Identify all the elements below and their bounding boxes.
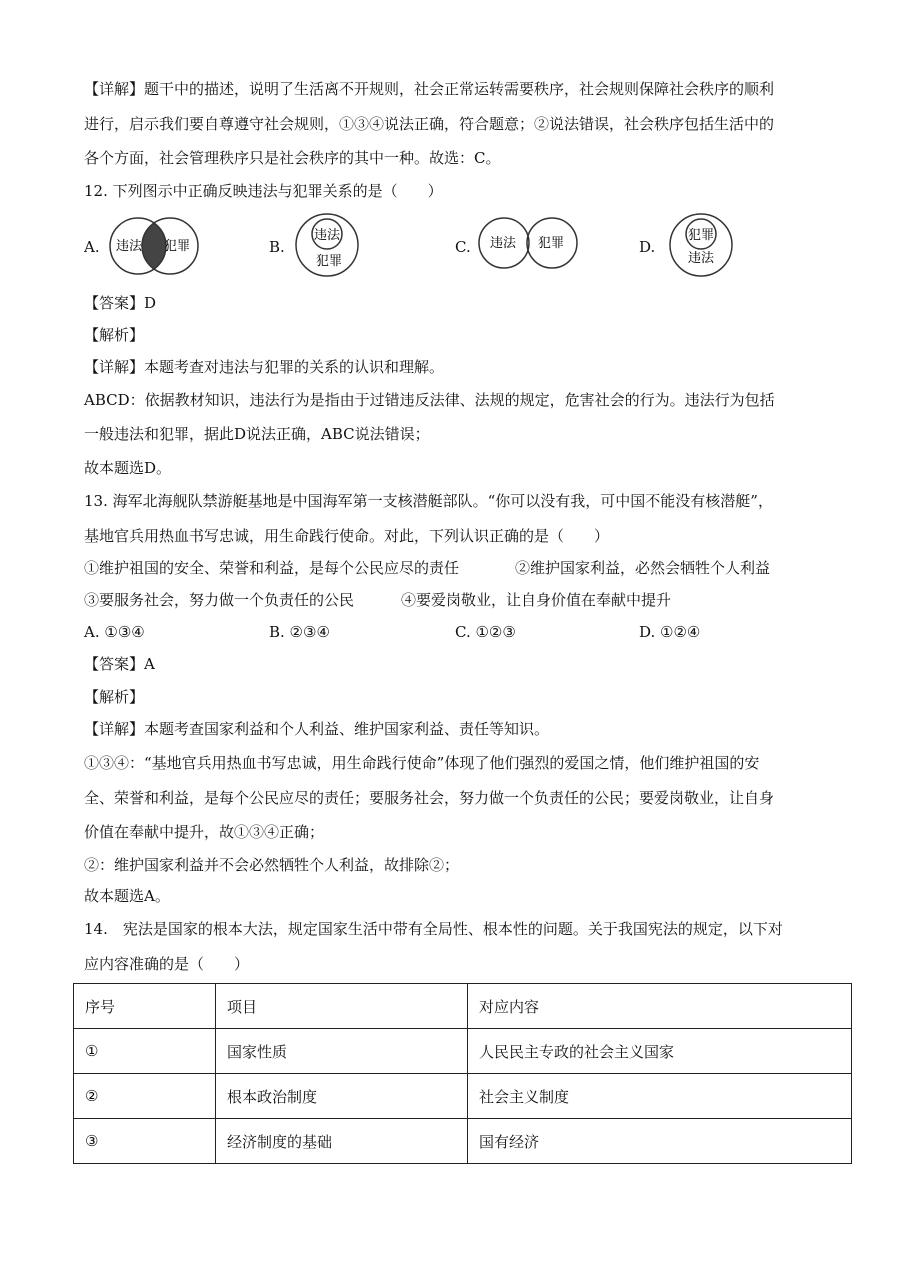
q12-detail-line: 一般违法和犯罪，据此D说法正确，ABC说法错误； xyxy=(84,425,430,443)
q13-item: ③要服务社会，努力做一个负责任的公民 xyxy=(84,591,355,609)
venn-circle-outer xyxy=(670,214,732,276)
q14-stem: 14. 宪法是国家的根本大法，规定国家生活中带有全局性、根本性的问题。关于我国宪法的规定，以下对 xyxy=(84,920,783,938)
table-header-cell: 序号 xyxy=(74,984,216,1029)
venn-label-crime: 犯罪 xyxy=(538,236,565,251)
q13-detail-line: 价值在奉献中提升，故①③④正确； xyxy=(84,823,325,841)
q12-option-b-letter: B. xyxy=(269,238,285,256)
venn-label-illegal: 违法 xyxy=(116,239,143,254)
q12-detail-line: ABCD：依据教材知识，违法行为是指由于过错违反法律、法规的规定，危害社会的行为。违法行为包括 xyxy=(84,391,775,409)
q12-detail-line: 故本题选D。 xyxy=(84,459,172,477)
q13-option-c: C. ①②③ xyxy=(455,623,516,641)
q12-venn-diagram-d xyxy=(668,212,734,278)
q12-analysis-heading: 【解析】 xyxy=(84,326,145,344)
venn-label-crime: 犯罪 xyxy=(316,254,343,269)
venn-label-illegal: 违法 xyxy=(490,236,517,251)
venn-label-illegal: 违法 xyxy=(314,228,341,243)
q14-stem: 应内容准确的是（ ） xyxy=(84,955,250,973)
table-cell: 国家性质 xyxy=(216,1029,468,1074)
q13-item: ④要爱岗敬业，让自身价值在奉献中提升 xyxy=(401,591,672,609)
q13-detail-line: 全、荣誉和利益，是每个公民应尽的责任；要服务社会，努力做一个负责任的公民；要爱岗敬业，让自身 xyxy=(84,789,775,807)
q12-answer: 【答案】D xyxy=(84,294,157,312)
q12-venn-diagram-b xyxy=(294,212,360,278)
q13-detail-line: 故本题选A。 xyxy=(84,887,170,905)
q12-stem: 12. 下列图示中正确反映违法与犯罪关系的是（ ） xyxy=(84,182,443,200)
q13-detail-line: 【详解】本题考查国家利益和个人利益、维护国家利益、责任等知识。 xyxy=(84,720,550,738)
venn-label-illegal: 违法 xyxy=(688,251,715,266)
table-header-cell: 对应内容 xyxy=(468,984,852,1029)
q13-detail-line: ②：维护国家利益并不会必然牺牲个人利益，故排除②； xyxy=(84,856,460,874)
q13-analysis-heading: 【解析】 xyxy=(84,688,145,706)
q13-option-d: D. ①②④ xyxy=(639,623,701,641)
table-cell: ② xyxy=(74,1074,216,1119)
constitution-table xyxy=(73,983,852,1164)
q12-option-a-letter: A. xyxy=(84,238,100,256)
q13-answer: 【答案】A xyxy=(84,655,155,673)
q11-detail-line: 【详解】题干中的描述，说明了生活离不开规则，社会正常运转需要秩序，社会规则保障社会秩序的顺利 xyxy=(84,80,775,98)
q11-detail-line: 进行，启示我们要自尊遵守社会规则，①③④说法正确，符合题意；②说法错误，社会秩序包括生活中的 xyxy=(84,115,775,133)
q13-stem: 13. 海军北海舰队禁游艇基地是中国海军第一支核潜艇部队。“你可以没有我，可中国不能没有核潜艇”， xyxy=(84,492,773,510)
table-header-row xyxy=(74,984,852,1029)
q13-item: ②维护国家利益，必然会牺牲个人利益 xyxy=(515,559,771,577)
q13-option-b: B. ②③④ xyxy=(269,623,330,641)
venn-label-crime: 犯罪 xyxy=(688,228,715,243)
table-cell: 社会主义制度 xyxy=(468,1074,852,1119)
q12-option-c-letter: C. xyxy=(455,238,471,256)
q12-option-d-letter: D. xyxy=(639,238,656,256)
q12-detail-line: 【详解】本题考查对违法与犯罪的关系的认识和理解。 xyxy=(84,358,445,376)
q12-venn-diagram-a xyxy=(108,214,200,278)
table-cell: 人民民主专政的社会主义国家 xyxy=(468,1029,852,1074)
table-cell: 国有经济 xyxy=(468,1119,852,1164)
table-row xyxy=(74,1029,852,1074)
q13-detail-line: ①③④：“基地官兵用热血书写忠诚，用生命践行使命”体现了他们强烈的爱国之情，他们维护祖国的安 xyxy=(84,754,760,772)
venn-label-crime: 犯罪 xyxy=(164,239,191,254)
q13-option-a: A. ①③④ xyxy=(84,623,145,641)
table-cell: 经济制度的基础 xyxy=(216,1119,468,1164)
table-cell: 根本政治制度 xyxy=(216,1074,468,1119)
table-cell: ① xyxy=(74,1029,216,1074)
table-row xyxy=(74,1074,852,1119)
table-header-cell: 项目 xyxy=(216,984,468,1029)
table-cell: ③ xyxy=(74,1119,216,1164)
q11-detail-line: 各个方面，社会管理秩序只是社会秩序的其中一种。故选：C。 xyxy=(84,149,501,167)
q13-item: ①维护祖国的安全、荣誉和利益，是每个公民应尽的责任 xyxy=(84,559,460,577)
table-row xyxy=(74,1119,852,1164)
q13-stem: 基地官兵用热血书写忠诚，用生命践行使命。对此，下列认识正确的是（ ） xyxy=(84,527,610,545)
q12-venn-diagram-c xyxy=(478,210,578,276)
